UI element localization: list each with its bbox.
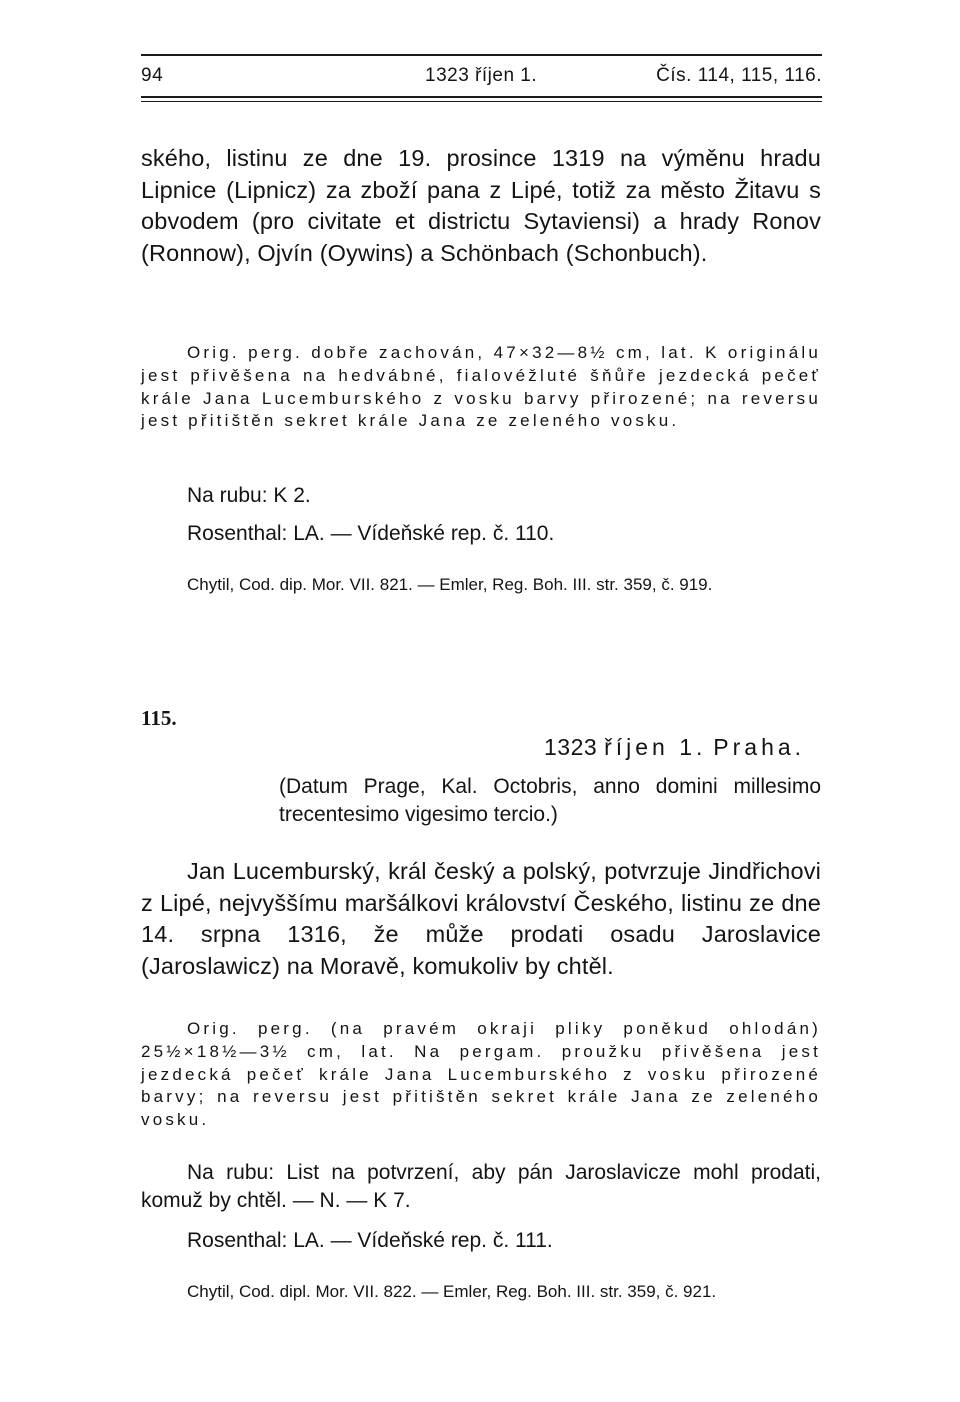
header-rule-bottom-thin (141, 101, 822, 102)
entry-115-regest: Jan Lucemburský, král český a polský, potvrzuje Jindřichovi z Lipé, nejvyššímu maršálkovi království Českého, listinu ze dne 14. srpna 1316, že může prodati osadu Jaroslavice (Jaroslawicz) na Moravě, komukoliv by chtěl. (141, 858, 821, 979)
page-number: 94 (141, 65, 164, 86)
entry-114-references: Chytil, Cod. dip. Mor. VII. 821. — Emler, Reg. Boh. III. str. 359, č. 919. (187, 575, 713, 594)
entry-114-dorsal-note: Na rubu: K 2. (187, 484, 311, 507)
entry-115-month-day: říjen 1. (604, 734, 707, 760)
entry-115-year: 1323 (544, 734, 598, 760)
header-date: 1323 říjen 1. (425, 65, 538, 86)
entry-114-rosenthal: Rosenthal: LA. — Vídeňské rep. č. 110. (187, 522, 555, 545)
entry-115-rosenthal: Rosenthal: LA. — Vídeňské rep. č. 111. (187, 1229, 553, 1252)
entry-115-datum-clause: (Datum Prage, Kal. Octobris, anno domini millesimo trecentesimo vigesimo tercio.) (279, 775, 821, 826)
header-rule-bottom (141, 96, 822, 98)
entry-114-original-description: Orig. perg. dobře zachován, 47×32—8½ cm, lat. K originálu jest přivěšena na hedvábné, fialovéžluté šňůře jezdecká pečeť krále Jana Lucemburského z vosku barvy přirozené; na reversu jest přitištěn sekret krále Jana ze zeleného vosku. (141, 343, 821, 431)
entry-115-references: Chytil, Cod. dipl. Mor. VII. 822. — Emler, Reg. Boh. III. str. 359, č. 921. (187, 1282, 717, 1301)
entry-114-regest-continuation: ského, listinu ze dne 19. prosince 1319 na výměnu hradu Lipnice (Lipnicz) za zboží pana z Lipé, totiž za město Žitavu s obvodem (pro civitate et districtu Sytaviensi) a hrady Ronov (Ronnow), Ojvín (Oywins) a Schönbach (Schonbuch). (141, 145, 821, 266)
entry-115-original-description: Orig. perg. (na pravém okraji pliky poněkud ohlodán) 25½×18½—3½ cm, lat. Na pergam. proužku přivěšena jest jezdecká pečeť krále Jana Lucemburského z vosku přirozené barvy; na reversu jest přitištěn sekret krále Jana ze zeleného vosku. (141, 1019, 821, 1130)
header-rule-top (141, 54, 822, 56)
entry-115-dateline (544, 734, 805, 761)
entry-115-dorsal-note: Na rubu: List na potvrzení, aby pán Jaroslavicze mohl prodati, komuž by chtěl. — N. — K 7. (141, 1161, 821, 1212)
running-header (141, 62, 822, 90)
header-document-numbers: Čís. 114, 115, 116. (656, 65, 822, 86)
entry-115-place: Praha. (713, 734, 806, 760)
entry-115-number: 115. (141, 706, 177, 730)
